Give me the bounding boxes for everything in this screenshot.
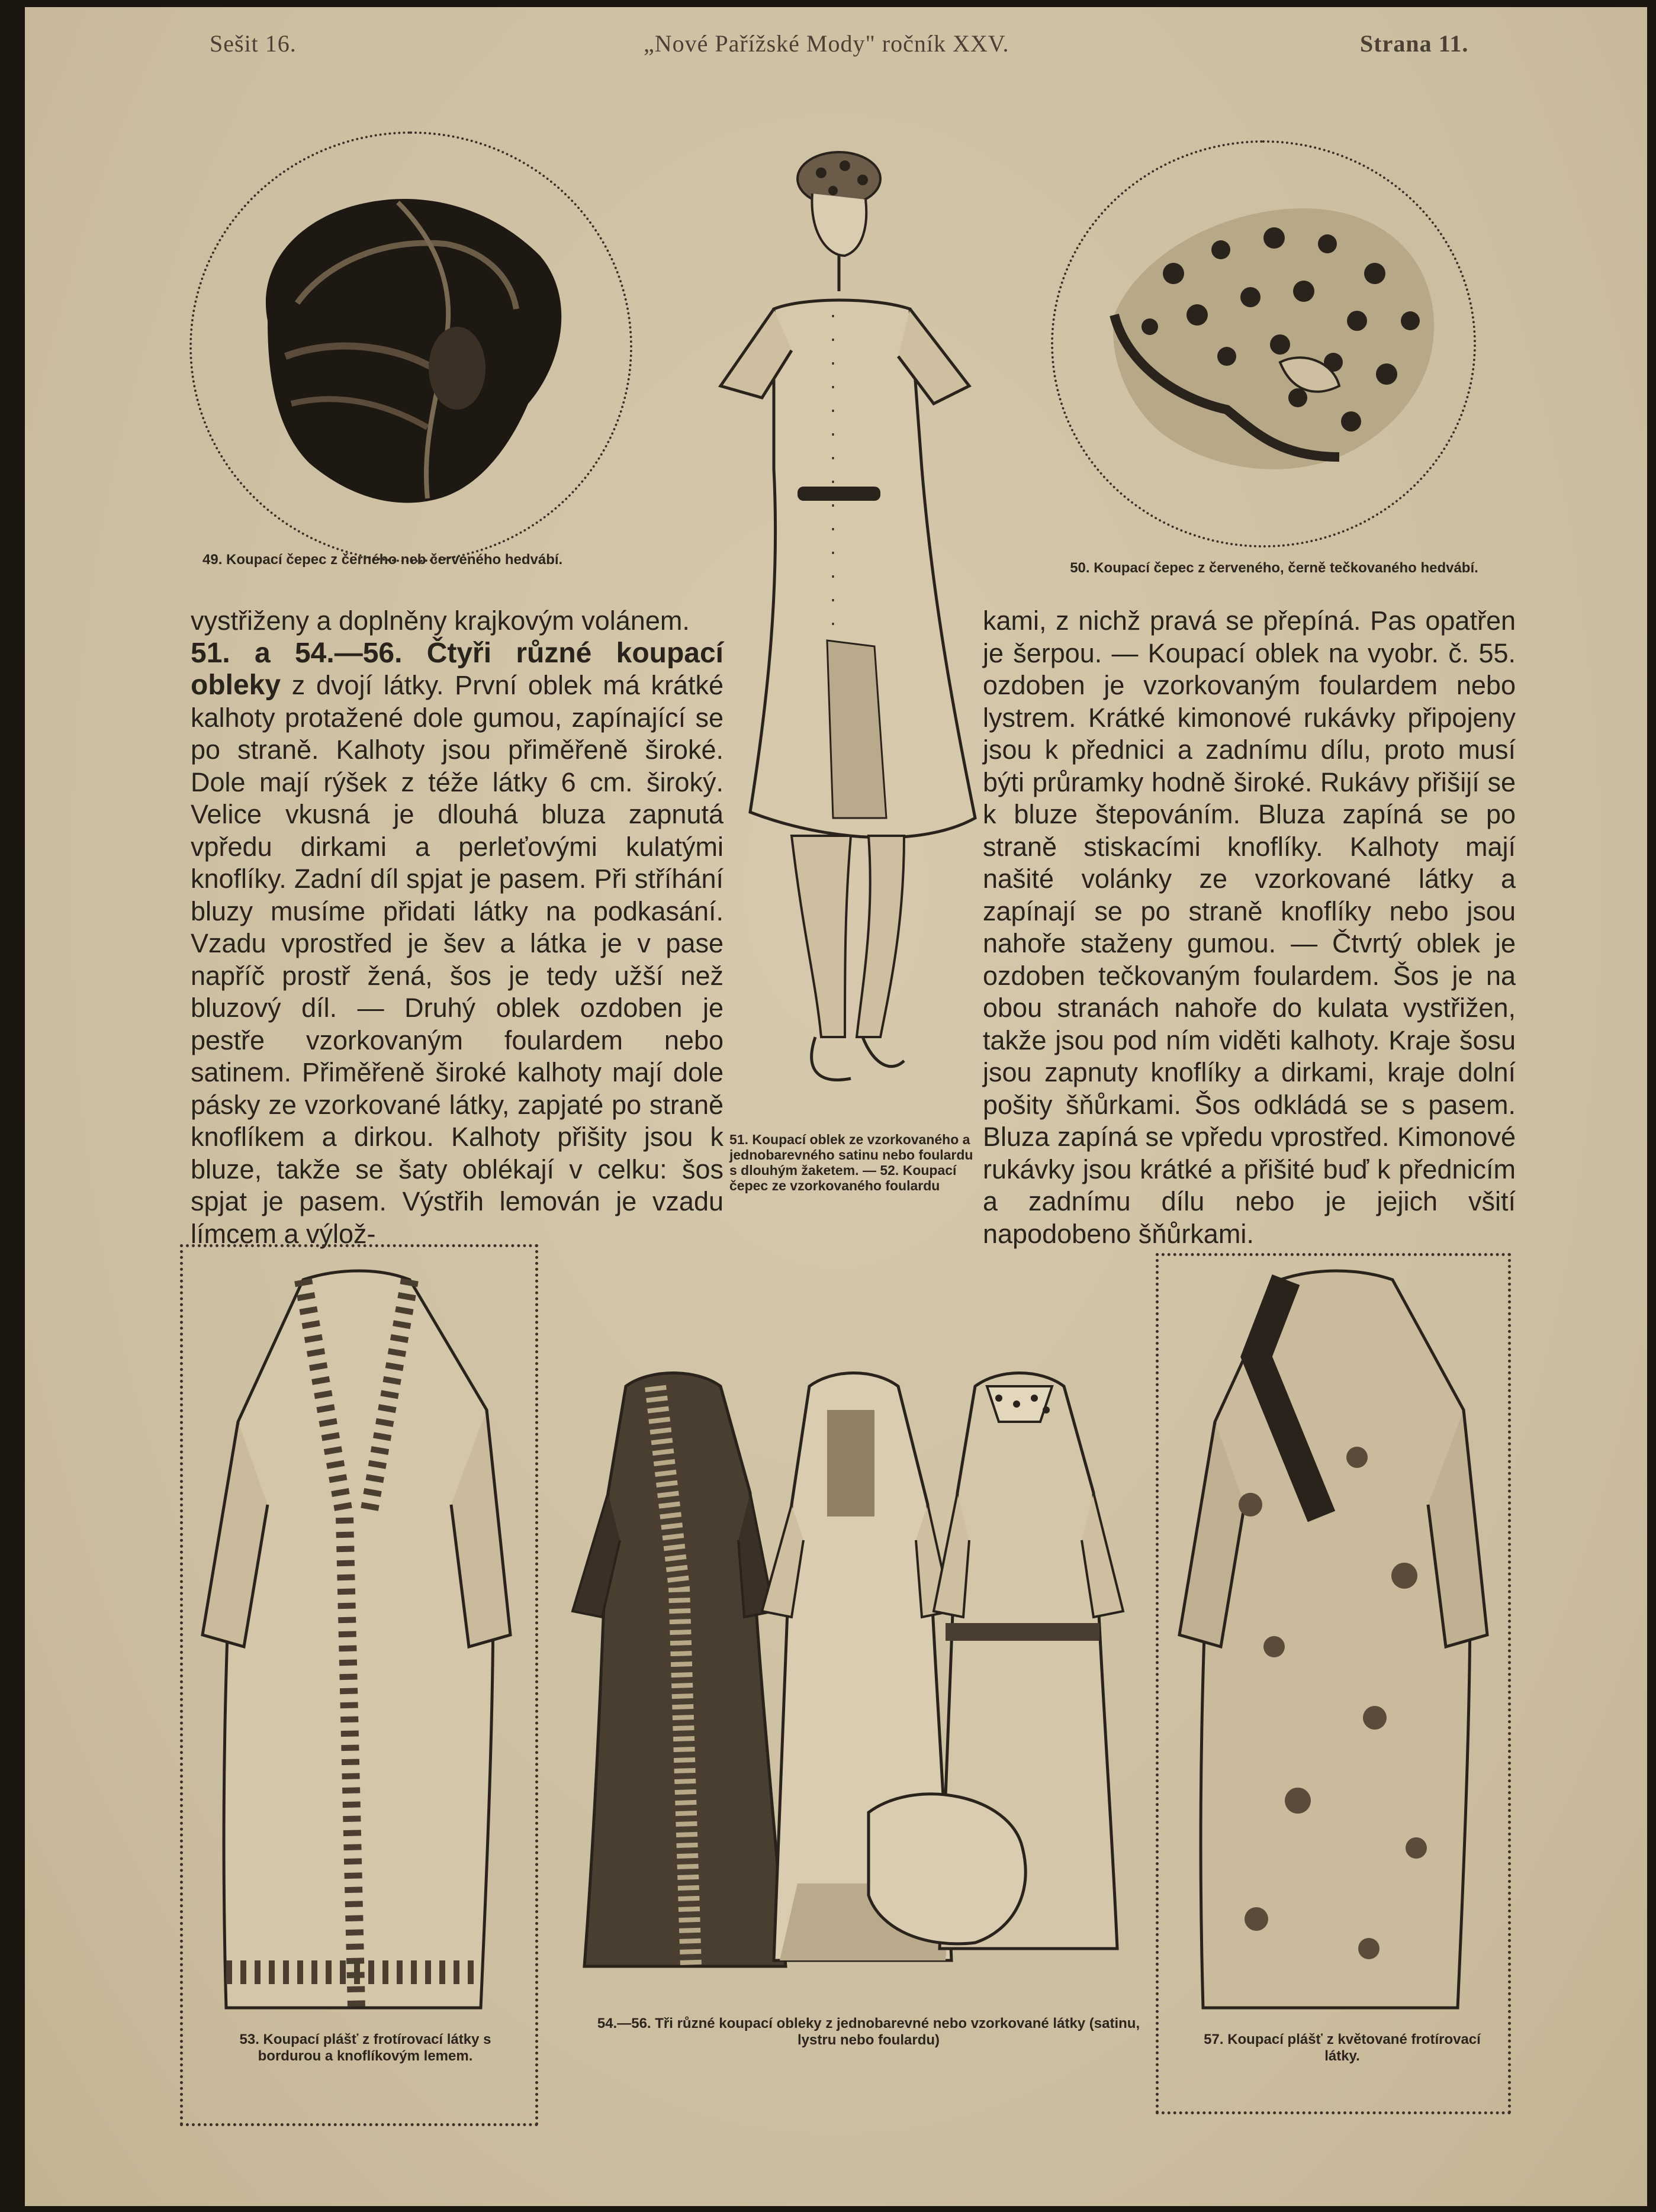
fig54-56-caption: 54.—56. Tři různé koupací obleky z jednobarevné nebo vzorkované látky (satinu, lystru nebo foulardu): [597, 2015, 1140, 2048]
fig53-caption: 53. Koupací plášť z frotírovací látky s bordurou a knoflíkovým lemem.: [239, 2031, 491, 2064]
header-title: „Nové Pařížské Mody" ročník XXV.: [644, 30, 1009, 57]
fig51-52-caption: 51. Koupací oblek ze vzorkovaného a jednobarevného satinu nebo foulardu s dlouhým žaketem. — 52. Koupací čepec ze vzorkovaného foulardu: [729, 1132, 973, 1193]
fig54-56-illustration: [561, 1363, 1224, 2026]
fig49-caption: 49. Koupací čepec z černého neb červeného hedvábí.: [202, 552, 563, 568]
right-text-column: [983, 605, 1516, 1250]
right-col-body: kami, z nichž pravá se přepíná. Pas opatřen je šerpou. — Koupací oblek na vyobr. č. 55. ozdoben je vzorkovaným foulardem nebo lystrem. Krátké kimonové rukávky připojeny jsou k přednici a zadnímu dílu, proto musí býti průramky hodně široké. Rukávy přišijí se k bluze štepováním. Bluza zapíná se po straně stiskacími knoflíky. Kalhoty mají našité volánky ze vzorkované látky a zapínají se po straně knoflíky nebo jsou nahoře staženy gumou. — Čtvrtý oblek je ozdoben tečkovaným foulardem. Šos je na obou stranách nahoře do kulata vystřižen, takže jsou pod ním viděti kalhoty. Kraje šosu jsou zapnuty knoflíky a dirkami, kraje dolní pošity šňůrkami. Šos odkládá se s pasem. Bluza zapíná se vpředu vprostřed. Kimonové rukávky jsou krátké a přišité buď k přednicím a zadnímu dílu nebo je jejich všití napodobeno šňůrkami.: [983, 606, 1516, 1249]
left-col-opening-line: vystřiženy a doplněny krajkovým volánem.: [191, 606, 690, 636]
left-text-column: [191, 605, 724, 1250]
fig50-caption: 50. Koupací čepec z červeného, černě tečkovaného hedvábí.: [1070, 560, 1478, 576]
fig57-illustration: [1179, 1268, 1487, 2037]
header-issue: Sešit 16.: [210, 30, 297, 57]
fig53-illustration: [202, 1268, 510, 2037]
fig57-caption: 57. Koupací plášť z květované frotírovací látky.: [1204, 2031, 1481, 2064]
fig49-illustration: [232, 167, 599, 534]
left-col-heading: 51. a 54.—56. Čtyři různé koupací obleky: [191, 637, 724, 701]
header-page-number: Strana 11.: [1360, 30, 1469, 57]
magazine-page: [25, 7, 1647, 2206]
fig51-52-illustration: [697, 137, 993, 1132]
fig50-illustration: [1102, 185, 1446, 492]
left-col-body: z dvojí látky. První oblek má krátké kalhoty protažené dole gumou, zapínající se po straně. Kalhoty jsou přiměřeně široké. Dole mají rýšek z téže látky 6 cm. široký. Velice vkusná je dlouhá bluza zapnutá vpředu dirkami a perleťovými kulatými knoflíky. Zadní díl spjat je pasem. Při stříhání bluzy musíme přidati látky na podkasání. Vzadu vprostřed je šev a látka je v pase napříč prostř žená, šos je tedy užší než bluzový díl. — Druhý oblek ozdoben je pestře vzorkovaným foulardem nebo satinem. Přiměřeně široké kalhoty mají dole pásky ze vzorkované látky, zapjaté po straně knoflíkem a dirkou. Kalhoty přišity jsou k bluze, takže se šaty oblékají v celku: šos spjat je pasem. Výstřih lemován je vzadu límcem a výlož-: [191, 670, 724, 1249]
